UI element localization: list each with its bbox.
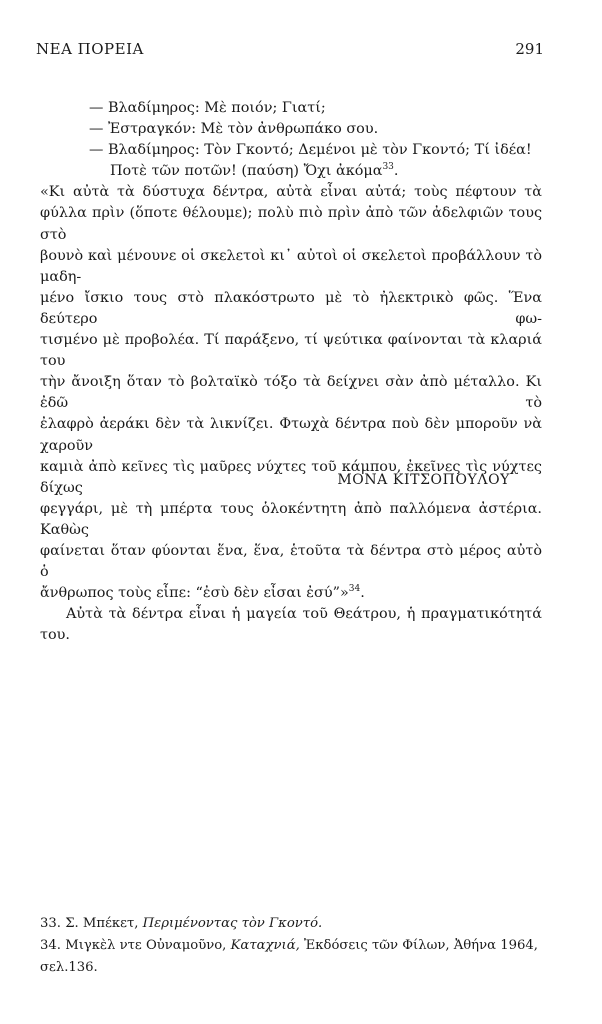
paragraph-last-line xyxy=(40,583,542,604)
paragraph-line: «Κι αὐτὰ τὰ δύστυχα δέντρα, αὐτὰ εἶναι αὐτά; τοὺς πέφτουν τὰ xyxy=(40,184,542,201)
dialogue-line: — Βλαδίμηρος: Μὲ ποιόν; Γιατί; xyxy=(89,100,326,116)
running-header xyxy=(36,40,544,62)
closing-line: Αὐτὰ τὰ δέντρα εἶναι ἡ μαγεία τοῦ Θεάτρου, ἡ πραγματικότητά του. xyxy=(40,606,542,644)
dialogue-continuation xyxy=(40,161,542,182)
paragraph-line: ἐλαφρὸ ἀεράκι δὲν τὰ λικνίζει. Φτωχὰ δέντρα ποὺ δὲν μποροῦν νὰ χαροῦν xyxy=(40,416,542,454)
dialogue-line: — Ἐστραγκόν: Μὲ τὸν ἀνθρωπάκο σου. xyxy=(89,121,379,138)
dialogue-continuation-text: Ποτὲ τῶν ποτῶν! (παύση) Ὄχι ἀκόμα xyxy=(110,163,383,180)
paragraph-last-text: ἄνθρωπος τοὺς εἶπε: “ἐσὺ δὲν εἶσαι ἐσύ”» xyxy=(40,585,349,602)
author-signature: ΜΟΝΑ ΚΙΤΣΟΠΟΥΛΟΥ xyxy=(337,472,510,488)
footnote-ref-33: 33 xyxy=(382,162,394,173)
paragraph-line: φαίνεται ὅταν φύονται ἕνα, ἕνα, ἑτοῦτα τὰ δέντρα στὸ μέρος αὐτὸ ὁ xyxy=(40,542,542,581)
running-title: ΝΕΑ ΠΟΡΕΙΑ xyxy=(36,40,144,58)
paragraph-line: φύλλα πρὶν (ὅποτε θέλουμε); πολὺ πιὸ πρὶν ἀπὸ τῶν ἀδελφιῶν τους στὸ xyxy=(40,205,542,243)
dialogue-continuation-end: . xyxy=(393,163,399,180)
footnotes xyxy=(40,913,580,979)
paragraph-line: μένο ἴσκιο τους στὸ πλακόστρωτο μὲ τὸ ἠλεκτρικὸ φῶς. Ἕνα δεύτερο φω- xyxy=(40,289,542,327)
page-number: 291 xyxy=(515,40,544,58)
footnote-author: Μιγκὲλ ντε Οὐναμοῦνο, xyxy=(65,938,227,953)
main-text xyxy=(40,98,542,646)
footnote-34 xyxy=(40,935,580,979)
paragraph-line: βουνὸ καὶ μένουνε οἱ σκελετοὶ κι᾿ αὐτοὶ οἱ σκελετοὶ προβάλλουν τὸ μαδη- xyxy=(40,247,542,285)
footnote-number: 34. xyxy=(40,938,61,953)
paragraph-line: φεγγάρι, μὲ τὴ μπέρτα τους ὁλοκέντητη ἀπὸ παλλόμενα ἀστέρια. Καθὼς xyxy=(40,500,542,538)
dialogue-line: — Βλαδίμηρος: Τὸν Γκοντό; Δεμένοι μὲ τὸν Γκοντό; Τί ἰδέα! xyxy=(89,142,532,159)
footnote-author: Σ. Μπέκετ, xyxy=(65,916,139,931)
footnote-publication: Ἐκδόσεις τῶν Φίλων, Ἀθήνα 1964, σελ.136. xyxy=(40,938,538,975)
footnote-title: Καταχνιά, xyxy=(230,938,300,953)
footnote-number: 33. xyxy=(40,916,61,931)
footnote-ref-34: 34 xyxy=(348,584,361,595)
footnote-title: Περιμένοντας τὸν Γκοντό. xyxy=(142,916,323,931)
paragraph-line: καμιὰ ἀπὸ κεῖνες τὶς μαῦρες νύχτες τοῦ κάμπου, ἐκεῖνες τὶς νύχτες δίχως xyxy=(40,458,542,496)
paragraph-last-end: . xyxy=(360,585,365,602)
paragraph-line: τὴν ἄνοιξη ὅταν τὸ βολταϊκὸ τόξο τὰ δείχνει σὰν ἀπὸ μέταλλο. Κι ἐδῶ τὸ xyxy=(40,374,542,412)
footnote-33 xyxy=(40,913,580,935)
paragraph-line: τισμένο μὲ προβολέα. Τί παράξενο, τί ψεύτικα φαίνονται τὰ κλαριά του xyxy=(40,332,542,370)
